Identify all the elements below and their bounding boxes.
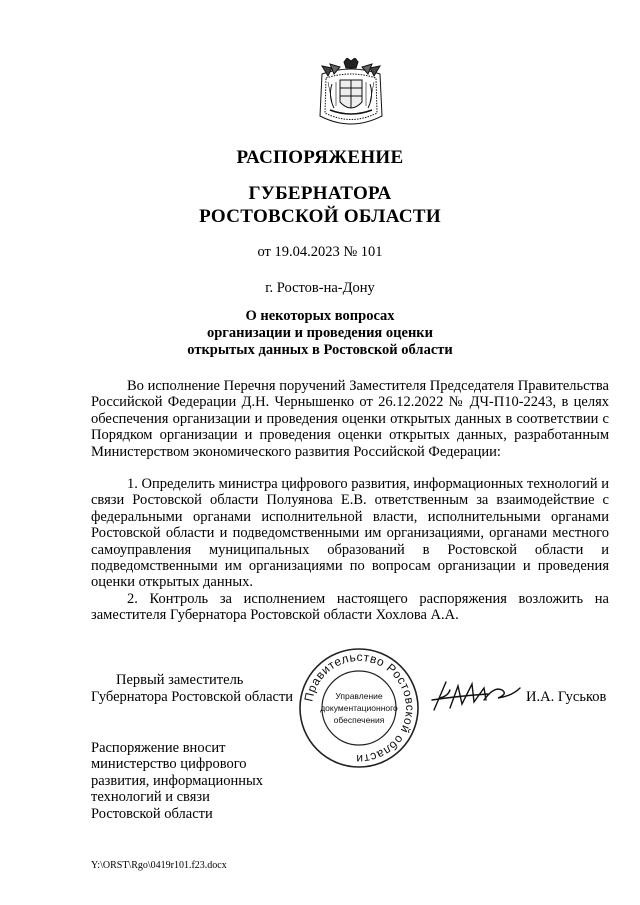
footer-file-path: Y:\ORST\Rgo\0419r101.f23.docx — [91, 860, 227, 871]
official-stamp — [297, 646, 421, 770]
body-text — [91, 378, 609, 624]
item-1-paragraph: 1. Определить министра цифрового развития, информационных технологий и связи Ростовской области Полуянова Е.В. ответственным за взаимодействие с федеральными органами исполнительной власти, исполнительными органами Ростовской области и подведомственными им организациями, органами местного самоуправления муниципальных образований в Ростовской области и подведомственными им организациями по вопросам организации и проведения оценки открытых данных. — [91, 476, 609, 591]
stamp-center-line-2: документационного — [320, 703, 398, 713]
document-type-title: РАСПОРЯЖЕНИЕ — [236, 147, 404, 168]
submitted-by-block — [91, 740, 263, 822]
subject-line-1: О некоторых вопросах — [245, 308, 395, 324]
coat-of-arms-icon — [314, 58, 388, 130]
stamp-ring-text: Правительство Ростовской области — [301, 649, 418, 767]
submitted-by-line-5: Ростовской области — [91, 805, 213, 822]
stamp-center-line-1: Управление — [335, 691, 383, 701]
subject-line-2: организации и проведения оценки — [206, 325, 434, 341]
signer-position-line-1: Первый заместитель — [116, 672, 244, 688]
signer-position-line-2: Губернатора Ростовской области — [91, 689, 294, 705]
stamp-center-line-3: обеспечения — [333, 715, 385, 725]
handwritten-signature — [428, 676, 524, 716]
subject-line-3: открытых данных в Ростовской области — [187, 342, 453, 358]
submitted-by-line-3: развития, информационных — [91, 772, 264, 789]
subject-heading — [0, 308, 640, 359]
signer-name: И.А. Гуськов — [526, 689, 607, 705]
document-place: г. Ростов-на-Дону — [265, 280, 375, 296]
issuer-line-1: ГУБЕРНАТОРА — [248, 183, 392, 204]
submitted-by-line-2: министерство цифрового — [91, 756, 247, 773]
submitted-by-line-4: технологий и связи — [91, 789, 210, 806]
document-date-number: от 19.04.2023 № 101 — [257, 244, 383, 260]
submitted-by-line-1: Распоряжение вносит — [91, 740, 226, 756]
preamble-paragraph: Во исполнение Перечня поручений Заместителя Председателя Правительства Российской Федерации Д.Н. Чернышенко от 26.12.2022 № ДЧ-П10-2243, в целях обеспечения организации и проведения оценки открытых данных в соответствии с Порядком организации и проведения оценки открытых данных, разработанным Министерством экономического развития Российской Федерации: — [91, 378, 609, 460]
issuer-line-2: РОСТОВСКОЙ ОБЛАСТИ — [199, 206, 441, 227]
item-2-paragraph: 2. Контроль за исполнением настоящего распоряжения возложить на заместителя Губернатора Ростовской области Хохлова А.А. — [91, 590, 609, 624]
